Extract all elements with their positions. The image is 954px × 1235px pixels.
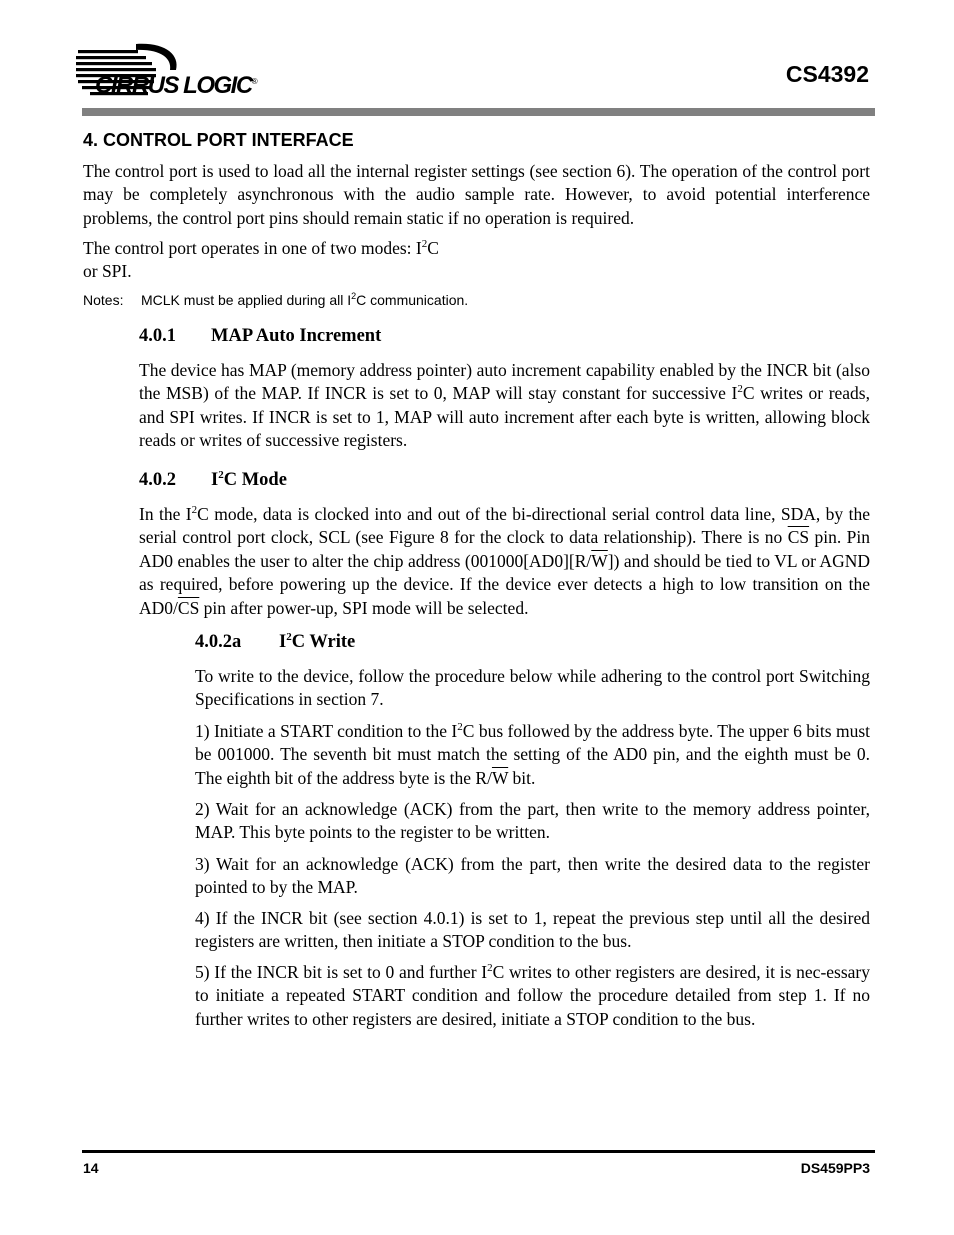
step-4: 4) If the INCR bit (see section 4.0.1) is set to 1, repeat the previous step until all the desired registers are written, then initiate a STOP condition to the bus. — [195, 908, 870, 952]
section-heading: 4. CONTROL PORT INTERFACE — [83, 130, 354, 150]
i2c-mode-paragraph: In the $I^2C$ mode, data is clocked into and out of the bi-directional serial control data line, SDA, by the serial control port clock, SCL (see Figure 8 for the clock to data relationship). There is no $\overline{CS}$ pin. Pin AD0 enables the user to alter the chip address $(001000[AD0][R/\overline{W}])$ and should be tied to VL or AGND as required, before powering up the device. If the device ever detects a high to low transition on the $AD0/\overline{CS}$ pin after power-up, SPI mode will be selected. — [139, 504, 870, 618]
i2c-write-intro: To write to the device, follow the procedure below while adhering to the control port Switching Specifications in section 7. — [195, 666, 870, 710]
modes-paragraph: The control port operates in one of two modes: $I^2C$ or SPI. — [83, 238, 439, 282]
cs-signal: $\overline{CS}$ — [787, 527, 810, 548]
part-number: CS4392 — [785, 61, 869, 87]
logo-wordmark: CIRRUS LOGIC® — [95, 72, 258, 99]
map-auto-increment-paragraph: The device has MAP (memory address pointer) auto increment capability enabled by the INCR bit (also the MSB) of the MAP. If INCR is set to 0, MAP will stay constant for successive $I^2C$ writes or reads, and SPI writes. If INCR is set to 1, MAP will auto increment after each byte is written, allowing block reads or writes of successive registers. — [139, 360, 870, 451]
step-1: 1) Initiate a START condition to the $I^2C$ bus followed by the address byte. The upper 6 bits must be 001000. The seventh bit must match the setting of the AD0 pin, and the eighth must be 0. The eighth bit of the address byte is the $R/\overline{W}$ bit. — [195, 721, 870, 788]
document-id: DS459PP3 — [800, 1160, 870, 1176]
intro-paragraph: The control port is used to load all the internal register settings (see section 6). The operation of the control port may be completely asynchronous with the audio sample rate. However, to avoid potential interference problems, the control port pins should remain static if no operation is required. — [83, 161, 870, 228]
w-signal: $\overline{W}$ — [491, 767, 509, 788]
page-number: 14 — [83, 1160, 99, 1176]
subsection-heading-402: 4.0.2 $I^2C$ Mode — [139, 469, 287, 490]
step-3: 3) Wait for an acknowledge (ACK) from the part, then write the desired data to the register pointed to by the MAP. — [195, 854, 870, 898]
cs-signal: $\overline{CS}$ — [177, 597, 200, 618]
subsection-heading-402a: 4.0.2a $I^2C$ Write — [195, 631, 356, 652]
step-5: 5) If the INCR bit is set to 0 and further $I^2C$ writes to other registers are desired, it is nec-essary to initiate a repeated START condition and follow the procedure detailed from step 1. If no further writes to other registers are desired, initiate a STOP condition to the bus. — [195, 962, 871, 1029]
w-signal: $\overline{W}$ — [591, 550, 608, 571]
step-2: 2) Wait for an acknowledge (ACK) from the part, then write to the memory address pointer, MAP. This byte points to the register to be written. — [195, 799, 870, 843]
note-label: Notes: — [83, 292, 124, 308]
footer-rule — [82, 1150, 875, 1153]
note: Notes: MCLK must be applied during all $I^2C$ communication. — [83, 291, 469, 308]
header-rule — [82, 108, 875, 116]
subsection-heading-401: 4.0.1 MAP Auto Increment — [139, 326, 382, 346]
